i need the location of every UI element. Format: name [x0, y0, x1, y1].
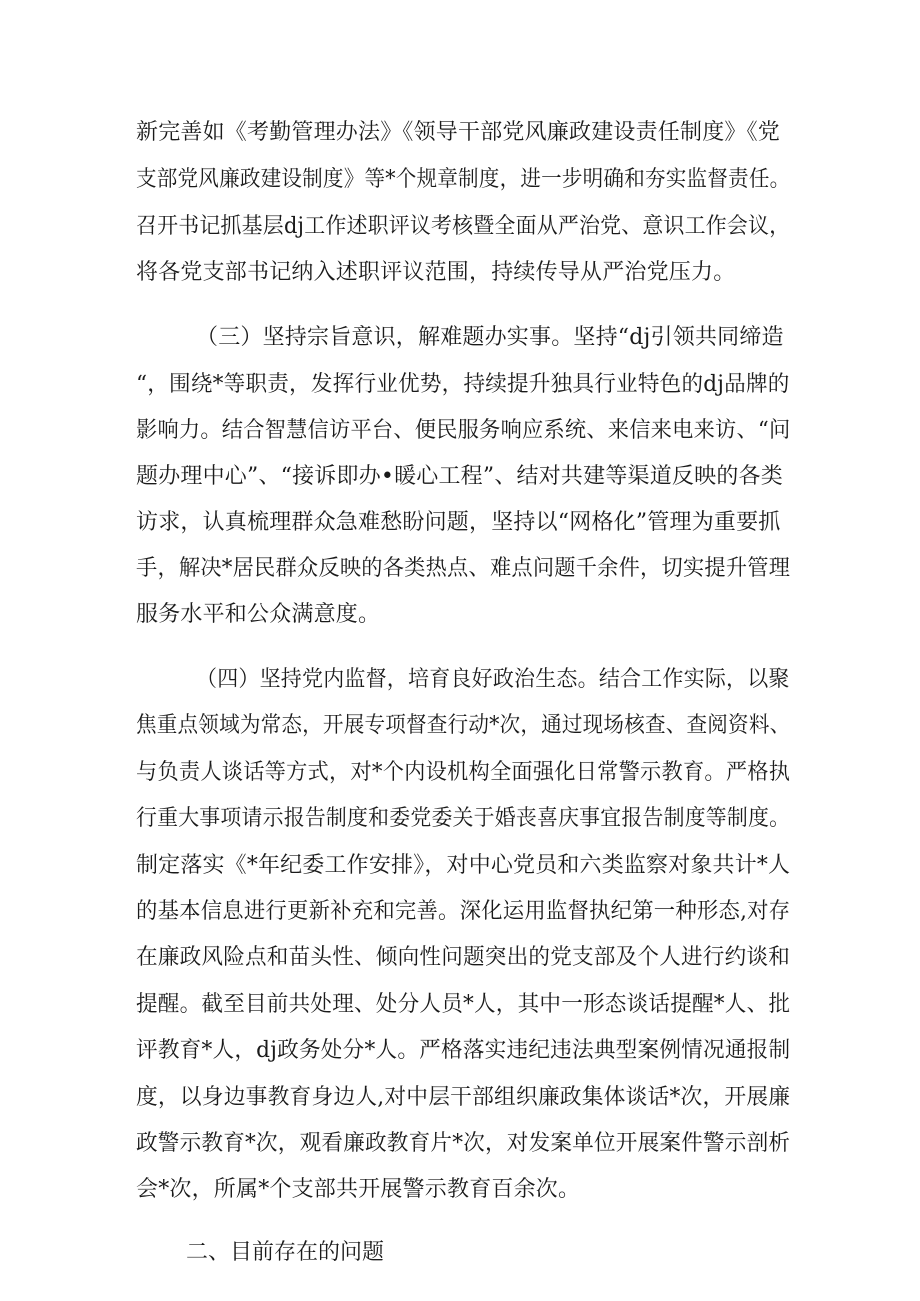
- paragraph-1-line-4: 将各党支部书记纳入述职评议范围，持续传导从严治党压力。: [136, 260, 736, 285]
- paragraph-2-line-2: “，围绕*等职责，发挥行业优势，持续提升独具行业特色的dj品牌的: [136, 372, 790, 397]
- paragraph-2-line-1: （三）坚持宗旨意识，解难题办实事。坚持“dj引领共同缔造: [196, 325, 784, 350]
- paragraph-1-line-1: 新完善如《考勤管理办法》《领导干部党风廉政建设责任制度》《党: [136, 120, 781, 145]
- paragraph-3-line-7: 在廉政风险点和苗头性、倾向性问题突出的党支部及个人进行约谈和: [136, 945, 791, 970]
- paragraph-2-line-7: 服务水平和公众满意度。: [136, 602, 381, 627]
- paragraph-3-line-4: 行重大事项请示报告制度和委党委关于婚丧喜庆事宜报告制度等制度。: [136, 806, 791, 831]
- paragraph-3-line-11: 政警示教育*次，观看廉政教育片*次，对发案单位开展案件警示剖析: [136, 1131, 791, 1156]
- paragraph-3-line-2: 焦重点领域为常态，开展专项督查行动*次，通过现场核查、查阅资料、: [136, 713, 791, 738]
- paragraph-3-line-12: 会*次，所属*个支部共开展警示教育百余次。: [136, 1177, 581, 1202]
- paragraph-3-line-10: 度，以身边事教育身边人,对中层干部组织廉政集体谈话*次，开展廉: [136, 1085, 791, 1110]
- paragraph-3-line-1: （四）坚持党内监督，培育良好政治生态。结合工作实际，以聚: [196, 667, 790, 692]
- paragraph-3-line-5: 制定落实《*年纪委工作安排》，对中心党员和六类监察对象共计*人: [136, 853, 791, 878]
- paragraph-2-line-3: 影响力。结合智慧信访平台、便民服务响应系统、来信来电来访、“问: [136, 418, 791, 443]
- paragraph-1-line-2: 支部党风廉政建设制度》等*个规章制度，进一步明确和夯实监督责任。: [136, 167, 791, 192]
- paragraph-3-line-6: 的基本信息进行更新补充和完善。深化运用监督执纪第一种形态,对存: [136, 899, 791, 924]
- section-heading: 二、目前存在的问题: [186, 1240, 385, 1265]
- paragraph-3-line-8: 提醒。截至目前共处理、处分人员*人，其中一形态谈话提醒*人、批: [136, 992, 791, 1017]
- paragraph-2-line-4: 题办理中心”、“接诉即办•暖心工程”、结对共建等渠道反映的各类: [136, 464, 783, 489]
- paragraph-1-line-3: 召开书记抓基层dj工作述职评议考核暨全面从严治党、意识工作会议，: [136, 214, 791, 239]
- paragraph-2-line-6: 手，解决*居民群众反映的各类热点、难点问题千余件，切实提升管理: [136, 556, 791, 581]
- paragraph-2-line-5: 访求，认真梳理群众急难愁盼问题，坚持以“网格化”管理为重要抓: [136, 510, 781, 535]
- paragraph-3-line-9: 评教育*人，dj政务处分*人。严格落实违纪违法典型案例情况通报制: [136, 1038, 791, 1063]
- paragraph-3-line-3: 与负责人谈话等方式，对*个内设机构全面强化日常警示教育。严格执: [136, 760, 791, 785]
